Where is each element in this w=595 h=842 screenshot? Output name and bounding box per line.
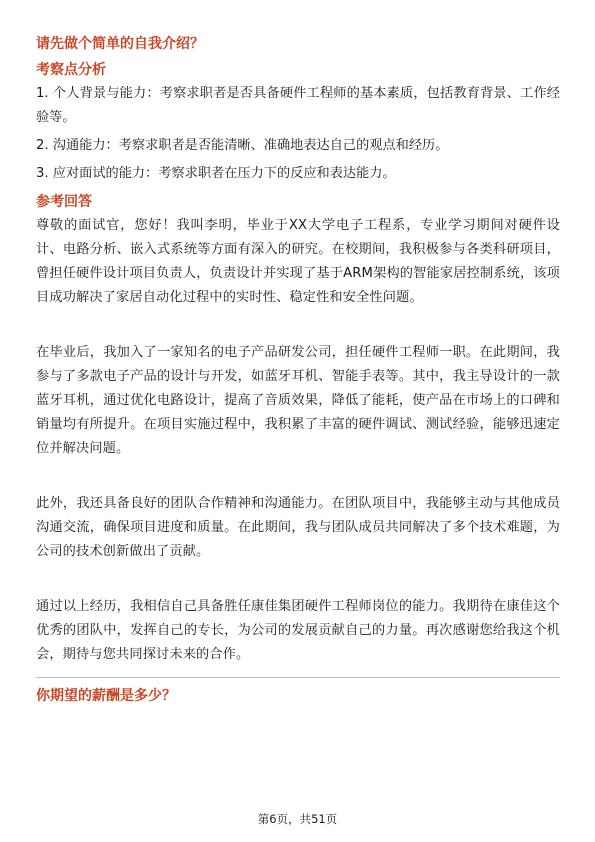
- question-heading: 请先做个简单的自我介绍？: [36, 36, 204, 52]
- analysis-item: 2. 沟通能力：考察求职者是否能清晰、准确地表达自己的观点和经历。: [36, 138, 449, 153]
- analysis-item: 3. 应对面试的能力：考察求职者在压力下的反应和表达能力。: [36, 166, 396, 181]
- analysis-title: 考察点分析: [36, 62, 106, 78]
- section-divider: [36, 677, 560, 678]
- question-heading: 你期望的薪酬是多少？: [36, 688, 176, 704]
- answer-paragraph: 此外，我还具备良好的团队合作精神和沟通能力。在团队项目中，我能够主动与其他成员沟通交流，确保项目进度和质量。在此期间，我与团队成员共同解决了多个技术难题，为公司的技术创新做出了贡献。: [36, 496, 560, 559]
- answer-paragraph: 尊敬的面试官，您好！我叫李明，毕业于XX大学电子工程系，专业学习期间对硬件设计、电路分析、嵌入式系统等方面有深入的研究。在校期间，我积极参与各类科研项目，曾担任硬件设计项目负责人，负责设计并实现了基于ARM架构的智能家居控制系统，该项目成功解决了家居自动化过程中的实时性、稳定性和安全性问题。: [36, 218, 560, 305]
- analysis-list: [36, 82, 560, 186]
- document-page: [36, 30, 560, 706]
- answer-paragraph: 在毕业后，我加入了一家知名的电子产品研发公司，担任硬件工程师一职。在此期间，我参与了多款电子产品的设计与开发，如蓝牙耳机、智能手表等。其中，我主导设计的一款蓝牙耳机，通过优化电路设计，提高了音质效果，降低了能耗，使产品在市场上的口碑和销量均有所提升。在项目实施过程中，我积累了丰富的硬件调试、测试经验，能够迅速定位并解决问题。: [36, 345, 560, 456]
- answer-paragraph: 通过以上经历，我相信自己具备胜任康佳集团硬件工程师岗位的能力。我期待在康佳这个优秀的团队中，发挥自己的专长，为公司的发展贡献自己的力量。再次感谢您给我这个机会，期待与您共同探讨未来的合作。: [36, 599, 560, 662]
- answer-title: 参考回答: [36, 194, 92, 210]
- page-number: 第6页，共51页: [257, 812, 338, 826]
- analysis-item: 1. 个人背景与能力：考察求职者是否具备硬件工程师的基本素质，包括教育背景、工作经验等。: [36, 86, 560, 125]
